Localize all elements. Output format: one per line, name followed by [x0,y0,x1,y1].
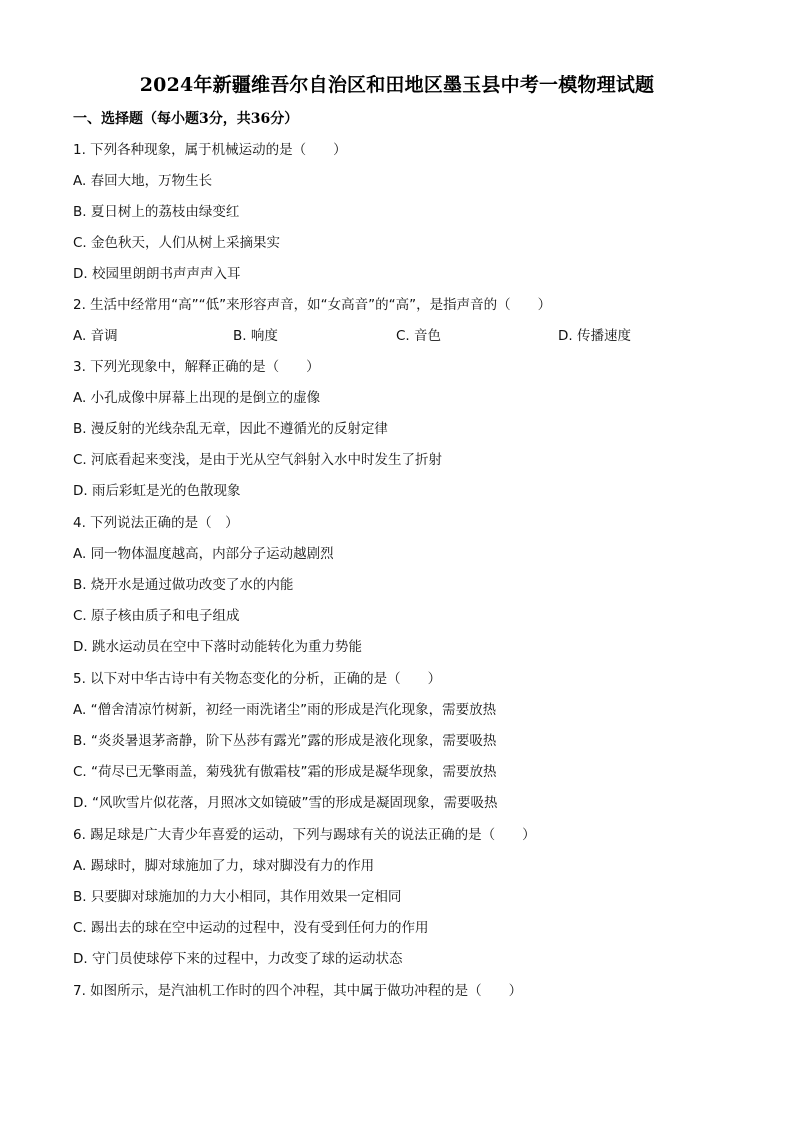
question-5-option-a: A. “僧舍清凉竹树新，初经一雨洗诸尘”雨的形成是汽化现象，需要放热 [73,702,497,718]
question-6-option-b: B. 只要脚对球施加的力大小相同，其作用效果一定相同 [73,889,402,905]
question-5-option-b: B. “炎炎暑退茅斋静，阶下丛莎有露光”露的形成是液化现象，需要吸热 [73,733,497,749]
question-4-stem: 4. 下列说法正确的是（ ） [73,515,239,531]
question-5-stem: 5. 以下对中华古诗中有关物态变化的分析，正确的是（ ） [73,671,442,687]
question-3-stem: 3. 下列光现象中，解释正确的是（ ） [73,359,320,375]
question-1-option-d: D. 校园里朗朗书声声声入耳 [73,266,241,282]
question-1-option-c: C. 金色秋天，人们从树上采摘果实 [73,235,281,251]
question-3-option-b: B. 漫反射的光线杂乱无章，因此不遵循光的反射定律 [73,421,388,437]
question-6-option-c: C. 踢出去的球在空中运动的过程中，没有受到任何力的作用 [73,920,429,936]
question-2-stem: 2. 生活中经常用“高”“低”来形容声音，如“女高音”的“高”，是指声音的（ ） [73,297,552,313]
question-2-option-d: D. 传播速度 [558,328,631,344]
question-1-stem: 1. 下列各种现象，属于机械运动的是（ ） [73,142,347,158]
question-5-option-c: C. “荷尽已无擎雨盖，菊残犹有傲霜枝”霜的形成是凝华现象，需要放热 [73,764,497,780]
question-4-option-d: D. 跳水运动员在空中下落时动能转化为重力势能 [73,639,362,655]
question-2-option-a: A. 音调 [73,328,118,344]
question-2-option-b: B. 响度 [233,328,278,344]
question-3-option-d: D. 雨后彩虹是光的色散现象 [73,483,241,499]
question-1-option-b: B. 夏日树上的荔枝由绿变红 [73,204,240,220]
question-2-option-c: C. 音色 [396,328,442,344]
question-6-option-a: A. 踢球时，脚对球施加了力，球对脚没有力的作用 [73,858,375,874]
question-1-option-a: A. 春回大地，万物生长 [73,173,213,189]
question-3-option-c: C. 河底看起来变浅，是由于光从空气斜射入水中时发生了折射 [73,452,443,468]
section-heading: 一、选择题（每小题3分，共36分） [73,111,299,127]
question-4-option-b: B. 烧开水是通过做功改变了水的内能 [73,577,294,593]
question-7-stem: 7. 如图所示，是汽油机工作时的四个冲程，其中属于做功冲程的是（ ） [73,983,523,999]
question-6-option-d: D. 守门员使球停下来的过程中，力改变了球的运动状态 [73,951,403,967]
question-6-stem: 6. 踢足球是广大青少年喜爱的运动，下列与踢球有关的说法正确的是（ ） [73,827,536,843]
question-4-option-c: C. 原子核由质子和电子组成 [73,608,240,624]
question-5-option-d: D. “风吹雪片似花落，月照冰文如镜破”雪的形成是凝固现象，需要吸热 [73,795,498,811]
question-3-option-a: A. 小孔成像中屏幕上出现的是倒立的虚像 [73,390,321,406]
question-4-option-a: A. 同一物体温度越高，内部分子运动越剧烈 [73,546,334,562]
page-title: 2024年新疆维吾尔自治区和田地区墨玉县中考一模物理试题 [139,74,655,96]
